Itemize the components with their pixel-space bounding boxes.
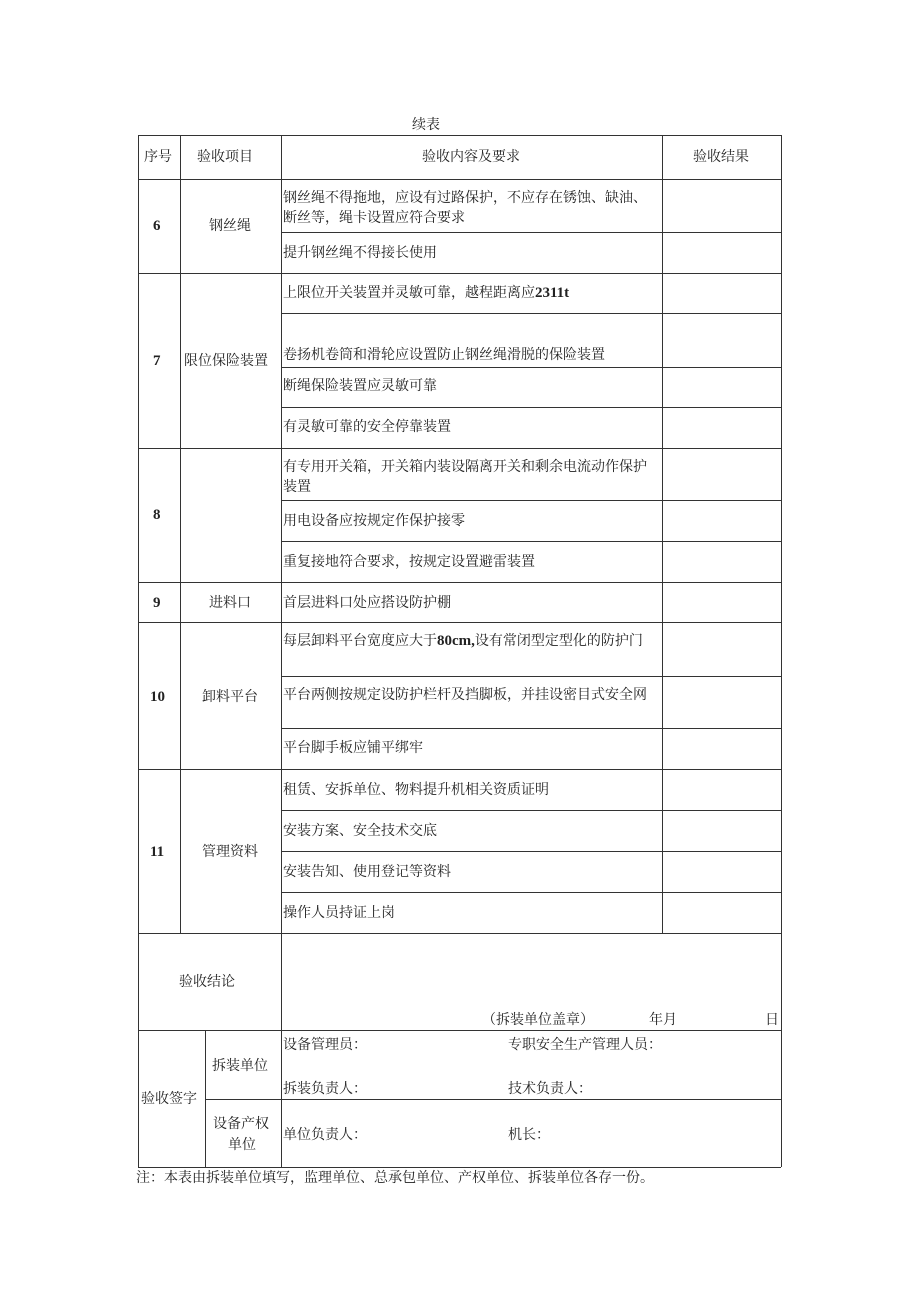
content-text: 设有常闭型定型化的防护门 — [474, 633, 643, 649]
header-item: 验收项目 — [197, 149, 253, 165]
row-item: 卸料平台 — [202, 689, 258, 705]
row-content: 有灵敏可靠的安全停靠装置 — [283, 419, 451, 435]
technical-lead-field: 技术负责人： — [508, 1081, 592, 1097]
row-content: 提升钢丝绳不得接长使用 — [283, 245, 437, 261]
row-content: 首层进料口处应搭设防护棚 — [283, 595, 451, 611]
row-item: 限位保险装置 — [184, 353, 268, 369]
unit-dismantle-label: 拆装单位 — [212, 1058, 268, 1074]
row-content: 操作人员持证上岗 — [283, 905, 395, 921]
row-content: 安装告知、使用登记等资料 — [283, 864, 451, 880]
unit-lead-field: 单位负责人： — [283, 1127, 367, 1143]
content-value: 2311t — [535, 285, 570, 301]
unit-owner-label-2: 单位 — [228, 1137, 256, 1153]
row-item: 管理资料 — [202, 844, 258, 860]
row-content: 租赁、安拆单位、物料提升机相关资质证明 — [283, 782, 549, 798]
row-content: 用电设备应按规定作保护接零 — [283, 513, 465, 529]
row-content: 平台两侧按规定设防护栏杆及挡脚板，并挂设密目式安全网 — [283, 687, 647, 703]
row-content: 有专用开关箱，开关箱内装设隔离开关和剩余电流动作保护装置 — [283, 459, 647, 495]
header-content: 验收内容及要求 — [422, 149, 520, 165]
row-no: 7 — [153, 353, 161, 369]
row-content: 钢丝绳不得拖地，应设有过路保护，不应存在锈蚀、缺油、断丝等，绳卡设置应符合要求 — [283, 190, 647, 226]
content-text: 上限位开关装置并灵敏可靠，越程距离应 — [283, 285, 535, 301]
row-no: 10 — [150, 689, 165, 705]
signature-label: 验收签字 — [141, 1091, 197, 1107]
row-item: 钢丝绳 — [209, 218, 251, 234]
year-month-label: 年月 — [649, 1012, 677, 1028]
row-no: 11 — [150, 844, 165, 860]
row-content: 断绳保险装置应灵敏可靠 — [283, 378, 437, 394]
row-content: 卷扬机卷筒和滑轮应设置防止钢丝绳滑脱的保险装置 — [283, 347, 605, 363]
row-content: 安装方案、安全技术交底 — [283, 823, 437, 839]
row-item: 进料口 — [209, 595, 251, 611]
equipment-manager-field: 设备管理员： — [283, 1037, 367, 1053]
header-result: 验收结果 — [693, 149, 749, 165]
safety-manager-field: 专职安全生产管理人员： — [508, 1037, 662, 1053]
row-no: 6 — [153, 218, 161, 234]
row-content — [283, 283, 569, 303]
row-no: 8 — [153, 507, 161, 523]
unit-owner-label: 设备产权 — [213, 1116, 269, 1132]
row-content: 平台脚手板应铺平绑牢 — [283, 740, 423, 756]
row-content: 重复接地符合要求，按规定设置避雷装置 — [283, 554, 535, 570]
day-label: 日 — [765, 1012, 779, 1028]
row-content — [283, 630, 663, 652]
row-no: 9 — [153, 595, 161, 611]
operator-field: 机长： — [508, 1127, 550, 1143]
dismantle-lead-field: 拆装负责人： — [283, 1081, 367, 1097]
conclusion-label: 验收结论 — [179, 974, 235, 990]
footnote: 注：本表由拆装单位填写，监理单位、总承包单位、产权单位、拆装单位各存一份。 — [136, 1170, 654, 1186]
header-no: 序号 — [144, 149, 172, 165]
content-value: 80cm, — [437, 633, 475, 649]
stamp-label: （拆装单位盖章） — [482, 1012, 594, 1028]
content-text: 每层卸料平台宽度应大于 — [283, 633, 437, 649]
table-title: 续表 — [412, 117, 440, 133]
